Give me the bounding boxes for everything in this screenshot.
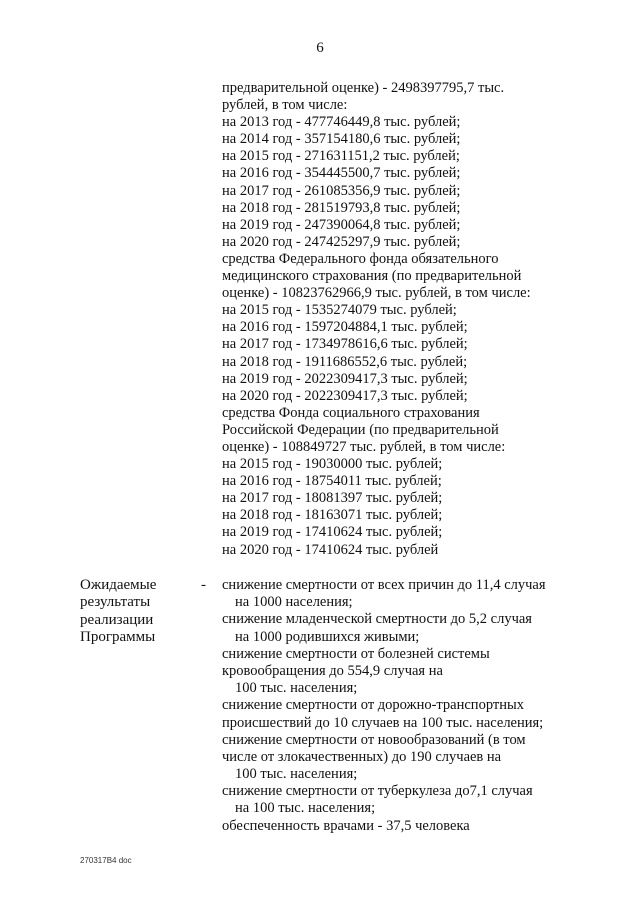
funding-line: на 2015 год - 19030000 тыс. рублей; — [222, 456, 443, 473]
result-line: снижение младенческой смертности до 5,2 случая — [222, 611, 532, 628]
funding-line: на 2013 год - 477746449,8 тыс. рублей; — [222, 114, 461, 131]
funding-line: на 2017 год - 1734978616,6 тыс. рублей; — [222, 336, 468, 353]
row-separator-dash: - — [201, 577, 206, 593]
result-line: 100 тыс. населения; — [235, 680, 358, 697]
results-label-line: Программы — [80, 628, 156, 645]
funding-line: Российской Федерации (по предварительной — [222, 421, 499, 438]
funding-line: на 2016 год - 18754011 тыс. рублей; — [222, 473, 442, 490]
result-line: 100 тыс. населения; — [235, 766, 358, 783]
results-label-line: реализации — [80, 611, 154, 628]
result-line: числе от злокачественных) до 190 случаев на — [222, 748, 502, 765]
funding-block — [222, 80, 552, 559]
funding-line: на 2016 год - 354445500,7 тыс. рублей; — [222, 165, 461, 182]
funding-line: на 2017 год - 18081397 тыс. рублей; — [222, 490, 443, 507]
funding-line: на 2018 год - 1911686552,6 тыс. рублей; — [222, 353, 468, 370]
funding-line: на 2019 год - 2022309417,3 тыс. рублей; — [222, 370, 468, 387]
funding-line: на 2020 год - 17410624 тыс. рублей — [222, 541, 439, 558]
result-line: на 1000 населения; — [235, 594, 353, 611]
result-line: на 100 тыс. населения; — [235, 800, 376, 817]
funding-line: на 2015 год - 1535274079 тыс. рублей; — [222, 302, 457, 319]
result-line: снижение смертности от туберкулеза до7,1 случая — [222, 783, 533, 800]
funding-line: на 2016 год - 1597204884,1 тыс. рублей; — [222, 319, 468, 336]
funding-line: на 2014 год - 357154180,6 тыс. рублей; — [222, 131, 461, 148]
result-line: кровообращения до 554,9 случая на — [222, 662, 443, 679]
results-label-line: результаты — [80, 594, 151, 611]
funding-line: на 2020 год - 247425297,9 тыс. рублей; — [222, 233, 461, 250]
result-line: происшествий до 10 случаев на 100 тыс. населения; — [222, 714, 544, 731]
result-line: снижение смертности от дорожно-транспортных — [222, 697, 524, 714]
result-line: снижение смертности от новообразований (в том — [222, 731, 526, 748]
funding-line: на 2020 год - 2022309417,3 тыс. рублей; — [222, 387, 468, 404]
funding-line: на 2019 год - 17410624 тыс. рублей; — [222, 524, 443, 541]
result-line: на 1000 родившихся живыми; — [235, 628, 420, 645]
funding-line: на 2019 год - 247390064,8 тыс. рублей; — [222, 216, 461, 233]
funding-line: на 2015 год - 271631151,2 тыс. рублей; — [222, 148, 460, 165]
funding-line: оценке) - 10823762966,9 тыс. рублей, в том числе: — [222, 285, 531, 302]
funding-line: предварительной оценке) - 2498397795,7 тыс. — [222, 80, 505, 96]
funding-line: на 2017 год - 261085356,9 тыс. рублей; — [222, 182, 461, 199]
funding-line: средства Федерального фонда обязательного — [222, 250, 499, 267]
results-label-line: Ожидаемые — [80, 577, 157, 593]
footer-document-code: 270317В4 doc — [80, 856, 132, 865]
funding-line: на 2018 год - 18163071 тыс. рублей; — [222, 507, 443, 524]
funding-line: на 2018 год - 281519793,8 тыс. рублей; — [222, 199, 461, 216]
funding-line: медицинского страхования (по предварительной — [222, 268, 522, 285]
page-number: 6 — [316, 40, 324, 56]
expected-results-list — [222, 577, 562, 835]
result-line: снижение смертности от болезней системы — [222, 645, 490, 662]
result-line: обеспеченность врачами - 37,5 человека — [222, 817, 470, 834]
funding-line: оценке) - 108849727 тыс. рублей, в том числе: — [222, 438, 506, 455]
expected-results-label — [80, 577, 190, 646]
funding-line: рублей, в том числе: — [222, 97, 348, 114]
result-line: снижение смертности от всех причин до 11,4 случая — [222, 577, 546, 593]
funding-line: средства Фонда социального страхования — [222, 404, 480, 421]
